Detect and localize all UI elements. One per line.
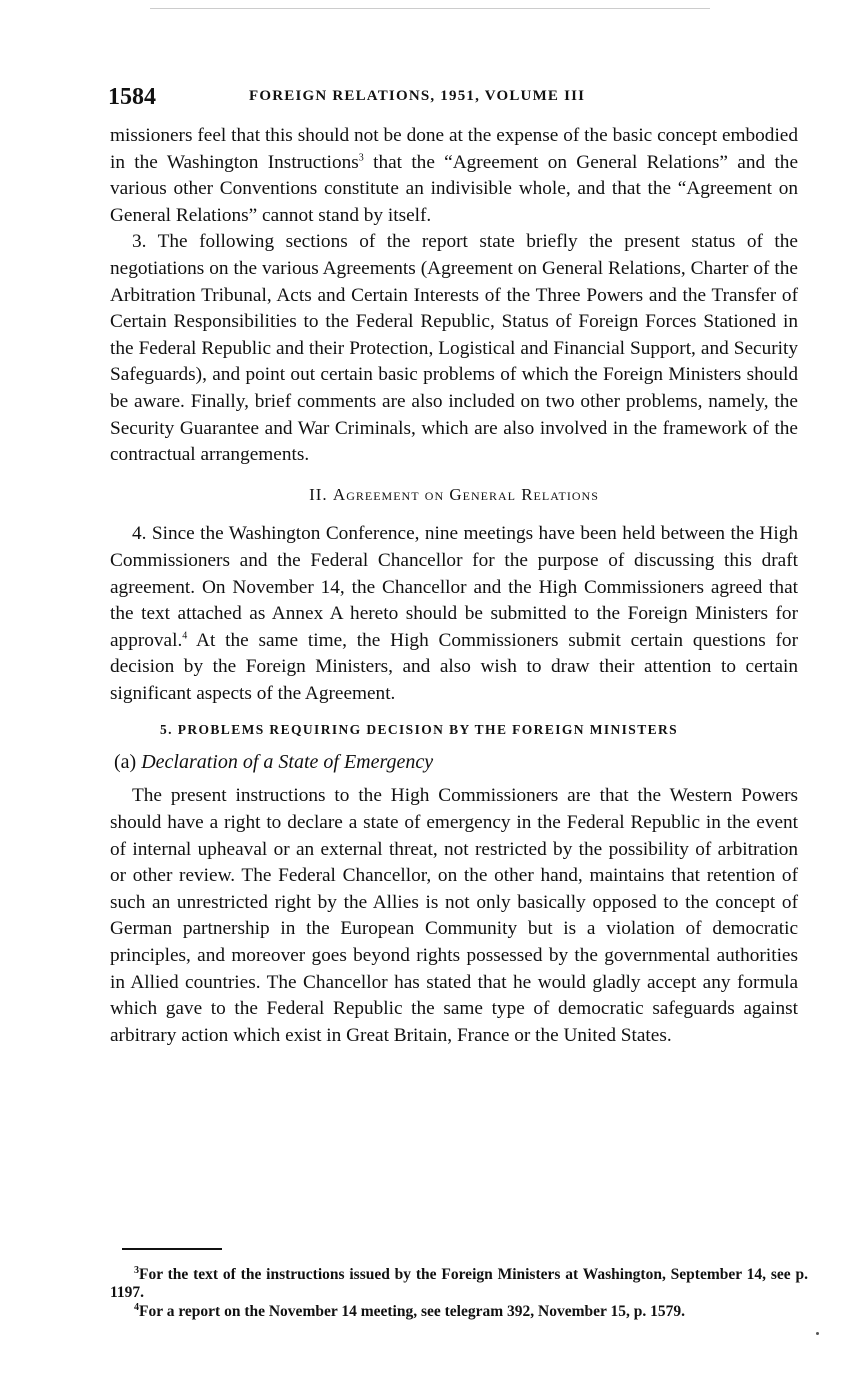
paragraph-3: 3. The following sections of the report state briefly the present status of the negotiations on the various Agreements (Agreement on General Relations, Charter of the Arbitration Tribunal, Acts and Certain Interests of the Three Powers and the Transfer of Certain Responsibilities to the Federal Republic, Status of Foreign Forces Stationed in the Federal Republic and their Protection, Logistical and Financial Support, and Security Safeguards), and point out certain basic problems of which the Foreign Ministers should be aware. Finally, brief comments are also included on two other problems, namely, the Security Guarantee and War Criminals, which are also involved in the framework of the contractual arrangements.: [110, 231, 798, 466]
subsection-label: (a): [114, 751, 137, 774]
subsection-title: [114, 748, 798, 776]
footnote-4-mark: 4: [134, 1301, 139, 1313]
subheading-problems: 5. PROBLEMS REQUIRING DECISION BY THE FOREIGN MINISTERS: [160, 722, 679, 738]
footnote-4: [110, 1303, 808, 1321]
page-header: [108, 84, 808, 112]
footnote-3-mark: 3: [134, 1264, 139, 1276]
page-number: 1584: [108, 84, 156, 110]
footnote-ref-4[interactable]: 4: [182, 630, 188, 642]
paragraph-1-text-after: that the “Agreement on General Relations” and the various other Conventions constitute an indivisible whole, and that the “Agreement on General Relations” cannot stand by itself.: [110, 151, 798, 226]
footnote-3: [110, 1266, 808, 1303]
footnote-ref-3[interactable]: 3: [358, 152, 364, 164]
footnote-divider: [122, 1248, 222, 1250]
print-speck: [816, 1332, 819, 1335]
paragraph-continued: [110, 123, 798, 229]
top-edge-line: [150, 8, 710, 9]
paragraph-4-text: 4. Since the Washington Conference, nine meetings have been held between the High Commissioners and the Federal Chancellor for the purpose of discussing this draft agreement. On November 14, the Chancellor and the High Commissioners agreed that the text attached as Annex A hereto should be submitted to the Foreign Ministers for approval.: [110, 523, 798, 651]
footnotes: [110, 1266, 808, 1321]
section-heading-title: Agreement on General Relations: [332, 484, 599, 504]
running-head: FOREIGN RELATIONS, 1951, VOLUME III: [249, 88, 586, 104]
footnote-4-text: For a report on the November 14 meeting, see telegram 392, November 15, p. 1579.: [139, 1302, 685, 1320]
paragraph-4-text-after: At the same time, the High Commissioners submit certain questions for decision by the Foreign Ministers, and also wish to draw their attention to certain significant aspects of the Agreement.: [110, 629, 798, 704]
paragraph-1-text: missioners feel that this should not be done at the expense of the basic concept embodied in the Washington Instructions: [110, 125, 798, 173]
footnote-3-text: For the text of the instructions issued by the Foreign Ministers at Washington, September 14, see p. 1197.: [110, 1266, 808, 1302]
subsection-title-text: Declaration of a State of Emergency: [141, 751, 434, 774]
section-heading: [110, 482, 798, 509]
body-text: [110, 123, 798, 1049]
paragraph-5a: The present instructions to the High Commissioners are that the Western Powers should have a right to declare a state of emergency in the Federal Republic in the event of internal upheaval or an external threat, not restricted by the possibility of arbitration or other review. The Federal Chancellor, on the other hand, maintains that retention of such an unrestricted right by the Allies is not only basically opposed to the concept of German partnership in the European Community but is a violation of democratic principles, and moreover goes beyond rights possessed by the governmental authorities in Allied countries. The Chancellor has stated that he would gladly accept any formula which gave to the Federal Republic the same type of democratic safeguards against arbitrary action which exist in Great Britain, France or the United States.: [110, 785, 798, 1046]
section-heading-number: II.: [309, 484, 328, 504]
paragraph-4: [110, 521, 798, 707]
